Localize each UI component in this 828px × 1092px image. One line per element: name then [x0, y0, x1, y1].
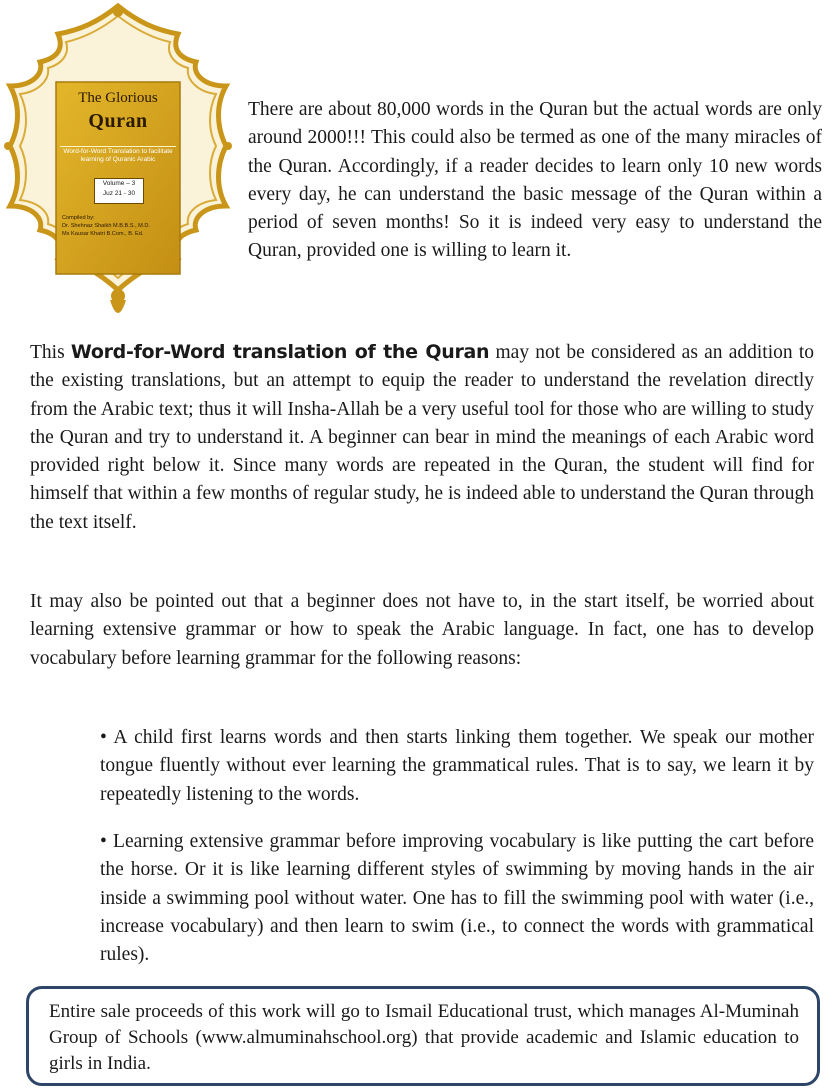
translation-paragraph: [30, 338, 814, 537]
intro-paragraph: There are about 80,000 words in the Quran but the actual words are only around 2000!!! This could also be termed as one of the many miracles of the Quran. Accordingly, if a reader decides to learn only 10 new words every day, he can understand the basic message of the Quran within a period of seven months! So it is indeed very easy to understand the Quran, provided one is willing to learn it.: [248, 99, 822, 262]
cover-title-line1: The Glorious: [78, 90, 158, 106]
cover-volume: Volume – 3: [102, 180, 136, 187]
reason-bullet-1: • A child first learns words and then starts linking them together. We speak our mother tongue fluently without ever learning the grammatical rules. That is to say, we learn it by repeatedly listening to the words.: [100, 727, 814, 805]
reason-bullet-2: • Learning extensive grammar before improving vocabulary is like putting the cart before the horse. Or it is like learning different styles of swimming by moving hands in the air inside a swimming pool without water. One has to fill the swimming pool with water (i.e., increase vocabulary) and then learn to swim (i.e., to connect the words with grammatical rules).: [100, 831, 814, 966]
grammar-paragraph: It may also be pointed out that a beginner does not have to, in the start itself, be worried about learning extensive grammar or how to speak the Arabic language. In fact, one has to develop vocabulary before learning grammar for the following reasons:: [30, 591, 814, 669]
cover-juz: Juz 21 - 30: [102, 190, 136, 197]
sale-proceeds-notice-text: Entire sale proceeds of this work will go to Ismail Educational trust, which manages Al-Muminah Group of Schools (www.almuminahschool.org) that provide academic and Islamic education to girls in India.: [49, 1001, 799, 1074]
cover-author-1: Dr. Shehnaz Shaikh M.B.B.S., M.D.: [62, 223, 150, 229]
cover-compilers: [62, 214, 178, 238]
cover-volume-box: [94, 178, 144, 204]
book-cover: [0, 0, 236, 330]
translation-paragraph-body: may not be considered as an addition to the existing translations, but an attempt to equip the reader to understand the revelation directly from the Arabic text; thus it will Insha-Allah be a very useful tool for those who are willing to study the Quran and try to understand it. A beginner can bear in mind the meanings of each Arabic word provided right below it. Since many words are repeated in the Quran, the student will find for himself that within a few months of regular study, he is indeed able to understand the Quran through the text itself.: [30, 342, 814, 533]
cover-compiled-by: Compiled by:: [62, 215, 95, 221]
cover-subtitle: Word-for-Word Translation to facilitate learning of Quranic Arabic: [63, 148, 173, 163]
cover-title-line2: Quran: [88, 110, 148, 132]
translation-title-bold: Word-for-Word translation of the Quran: [70, 341, 490, 363]
cover-text-block: [58, 84, 178, 272]
cover-author-2: Ms Kausar Khatri B.Com., B. Ed.: [62, 231, 144, 237]
translation-paragraph-prefix: This: [30, 342, 71, 363]
sale-proceeds-notice-box: [26, 986, 820, 1086]
